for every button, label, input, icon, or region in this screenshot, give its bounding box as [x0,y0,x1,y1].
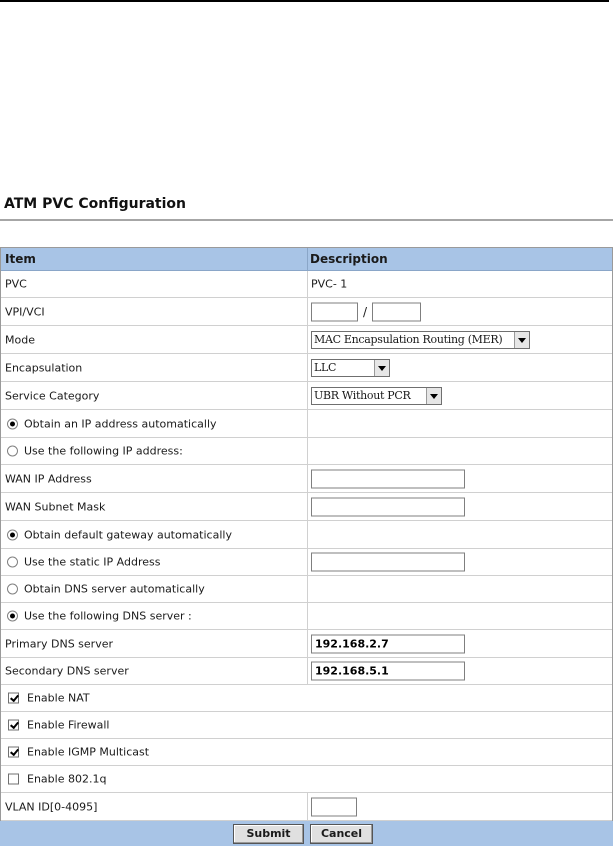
atm-pvc-config-table [0,247,613,846]
mode-label: Mode [5,333,35,346]
secondary-dns-input[interactable] [311,662,465,681]
enable-8021q-checkbox[interactable] [8,774,19,785]
mode-row [1,326,612,354]
action-bar [0,821,613,846]
obtain-ip-auto-row [1,410,612,438]
obtain-dns-auto-label: Obtain DNS server automatically [24,582,205,596]
chevron-down-icon[interactable] [426,388,441,404]
enable-igmp-row [1,739,612,766]
obtain-gateway-auto-radio[interactable] [7,529,18,540]
obtain-ip-auto-radio[interactable] [7,418,18,429]
enable-nat-checkbox[interactable] [8,693,19,704]
vlan-id-input[interactable] [311,797,357,816]
static-ip-input[interactable] [311,553,465,572]
use-following-dns-row [1,603,612,630]
enable-nat-row [1,685,612,712]
encapsulation-row [1,354,612,382]
obtain-gateway-auto-label: Obtain default gateway automatically [24,528,232,541]
chevron-down-icon[interactable] [374,360,389,376]
vpivci-row [1,298,612,326]
use-following-dns-radio[interactable] [7,611,18,622]
use-following-ip-label: Use the following IP address: [24,444,183,458]
enable-firewall-label: Enable Firewall [27,718,110,732]
enable-8021q-label: Enable 802.1q [27,772,107,786]
vpi-input[interactable] [311,302,358,321]
enable-igmp-label: Enable IGMP Multicast [27,745,150,759]
vlan-id-label: VLAN ID[0-4095] [5,800,98,813]
wan-ip-input[interactable] [311,469,465,488]
primary-dns-label: Primary DNS server [5,637,114,650]
secondary-dns-label: Secondary DNS server [5,664,129,678]
obtain-dns-auto-radio[interactable] [7,584,18,595]
primary-dns-input[interactable] [311,634,465,653]
use-following-ip-radio[interactable] [7,446,18,457]
submit-button[interactable]: Submit [233,824,304,844]
pvc-label: PVC [5,277,27,291]
use-following-dns-label: Use the following DNS server : [24,609,192,623]
service-category-label: Service Category [5,389,100,402]
service-category-select[interactable] [311,387,442,405]
encapsulation-select[interactable] [311,359,390,377]
wan-ip-label: WAN IP Address [5,472,92,485]
enable-firewall-row [1,712,612,739]
vci-input[interactable] [372,302,421,321]
obtain-ip-auto-label: Obtain an IP address automatically [24,417,217,430]
pvc-value: PVC- 1 [311,277,348,291]
service-category-select-value: UBR Without PCR [314,388,411,402]
wan-mask-row [1,493,612,521]
chevron-down-icon[interactable] [514,332,529,348]
wan-mask-input[interactable] [311,497,465,516]
wan-ip-row [1,465,612,493]
cancel-button[interactable]: Cancel [310,824,373,844]
obtain-gateway-auto-row [1,521,612,549]
use-following-ip-row [1,438,612,465]
pvc-row [1,271,612,298]
static-ip-label: Use the static IP Address [24,555,161,569]
static-ip-radio[interactable] [7,557,18,568]
top-rule [0,0,609,2]
primary-dns-row [1,630,612,658]
header-description: Description [310,252,388,266]
table-header-row [1,248,612,271]
enable-8021q-row [1,766,612,793]
title-divider [0,219,613,221]
header-item: Item [5,252,36,266]
page-title: ATM PVC Configuration [4,196,186,212]
service-category-row [1,382,612,410]
secondary-dns-row [1,658,612,685]
obtain-dns-auto-row [1,576,612,603]
enable-firewall-checkbox[interactable] [8,720,19,731]
enable-nat-label: Enable NAT [27,691,90,705]
encapsulation-select-value: LLC [314,360,337,374]
mode-select-value: MAC Encapsulation Routing (MER) [314,332,503,346]
static-ip-row [1,549,612,576]
vpivci-separator: / [363,304,368,319]
mode-select[interactable] [311,331,530,349]
vlan-id-row [1,793,612,821]
encapsulation-label: Encapsulation [5,361,83,374]
vpivci-label: VPI/VCI [5,305,45,318]
enable-igmp-checkbox[interactable] [8,747,19,758]
wan-mask-label: WAN Subnet Mask [5,500,106,513]
